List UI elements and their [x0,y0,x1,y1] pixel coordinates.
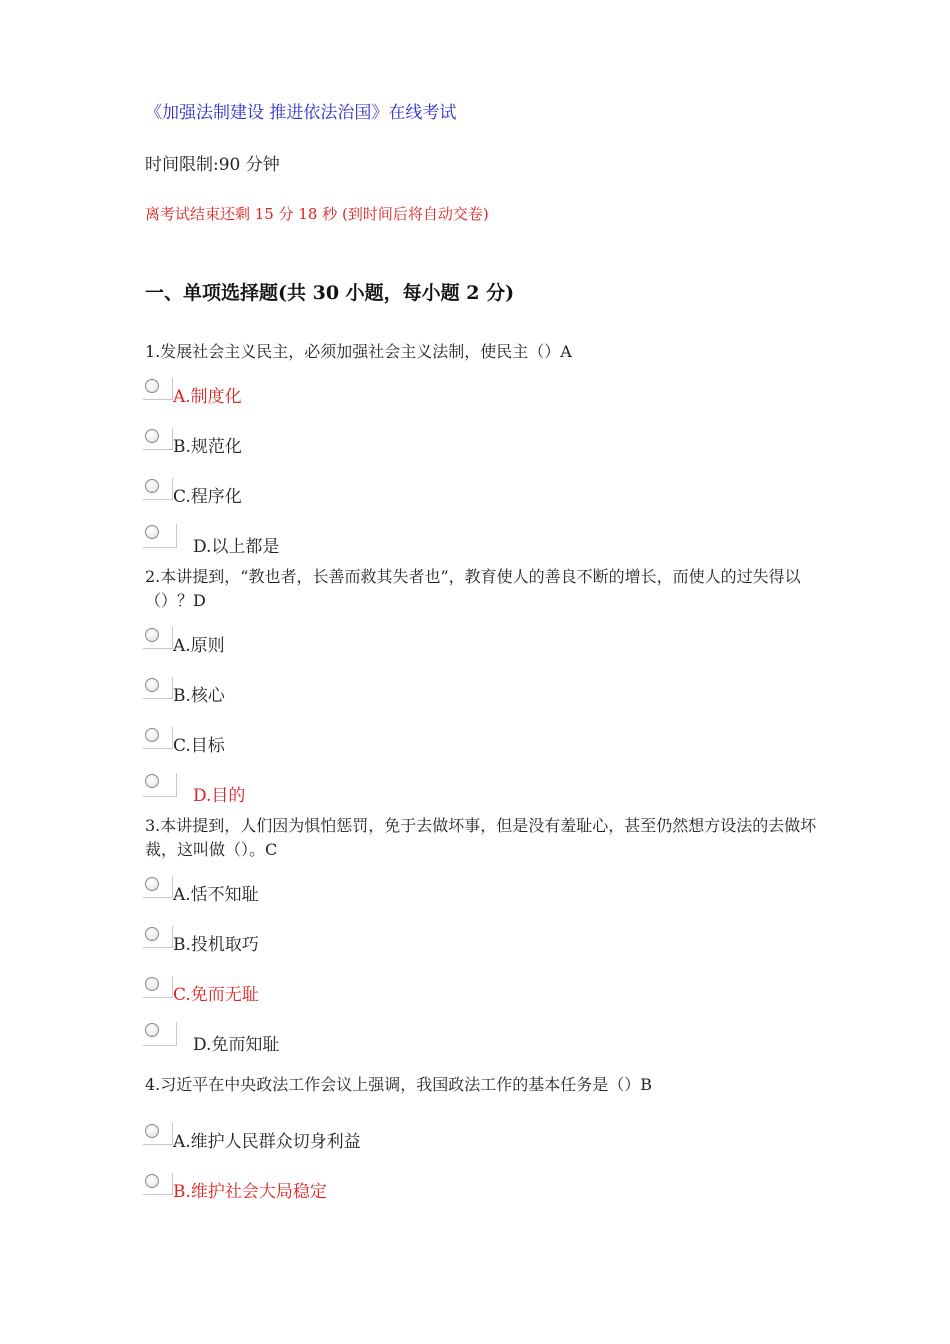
radio-button[interactable] [145,774,159,788]
question-line: 3.本讲提到，人们因为惧怕惩罚，免于去做坏事，但是没有羞耻心，甚至仍然想方设法的去做坏 [145,816,817,835]
question-text [145,565,950,613]
option-label: B.投机取巧 [173,935,259,955]
radio-button[interactable] [145,678,159,692]
option-row[interactable] [143,727,225,755]
radio-button[interactable] [145,379,159,393]
question-text [145,340,950,364]
question-text [145,1073,950,1097]
radio-button[interactable] [145,1124,159,1138]
option-row[interactable] [143,976,259,1004]
option-row[interactable] [143,1173,327,1201]
option-label: A.制度化 [173,387,242,407]
option-row[interactable] [143,1123,361,1151]
radio-button[interactable] [145,927,159,941]
radio-button[interactable] [145,479,159,493]
option-label: A.恬不知耻 [173,885,259,905]
question-line: 4.习近平在中央政法工作会议上强调，我国政法工作的基本任务是（）B [145,1075,653,1094]
radio-button[interactable] [145,525,159,539]
radio-button[interactable] [145,877,159,891]
section-heading: 一、单项选择题(共 30 小题，每小题 2 分) [145,282,515,304]
option-row[interactable] [143,478,242,506]
question-line: （）？D [145,591,206,610]
question-line: 2.本讲提到，“教也者，长善而救其失者也”，教育使人的善良不断的增长，而使人的过失得以 [145,567,801,586]
question-line: 裁，这叫做（）。C [145,840,278,859]
option-row[interactable] [143,773,246,806]
question-line: 1.发展社会主义民主，必须加强社会主义法制，使民主（）A [145,342,572,361]
radio-button[interactable] [145,429,159,443]
option-row[interactable] [143,677,225,705]
option-row[interactable] [143,876,259,904]
option-label: B.核心 [173,686,225,706]
option-row[interactable] [143,627,225,655]
question-text [145,814,950,862]
radio-button[interactable] [145,728,159,742]
option-label: D.免而知耻 [193,1035,280,1055]
option-row[interactable] [143,1022,280,1055]
radio-button[interactable] [145,977,159,991]
option-row[interactable] [143,428,242,456]
option-label: A.维护人民群众切身利益 [173,1132,361,1152]
radio-button[interactable] [145,628,159,642]
option-label: C.程序化 [173,487,242,507]
option-row[interactable] [143,926,259,954]
radio-button[interactable] [145,1023,159,1037]
option-row[interactable] [143,524,280,557]
radio-button[interactable] [145,1174,159,1188]
option-label: D.目的 [193,786,246,806]
option-label: B.规范化 [173,437,242,457]
option-label: C.目标 [173,736,225,756]
time-limit: 时间限制:90 分钟 [145,155,280,175]
option-label: B.维护社会大局稳定 [173,1182,327,1202]
option-label: C.免而无耻 [173,985,259,1005]
option-row[interactable] [143,378,242,406]
option-label: D.以上都是 [193,537,280,557]
exam-title: 《加强法制建设 推进依法治国》在线考试 [145,103,457,123]
countdown-timer: 离考试结束还剩 15 分 18 秒 (到时间后将自动交卷) [145,205,489,223]
option-label: A.原则 [173,636,225,656]
